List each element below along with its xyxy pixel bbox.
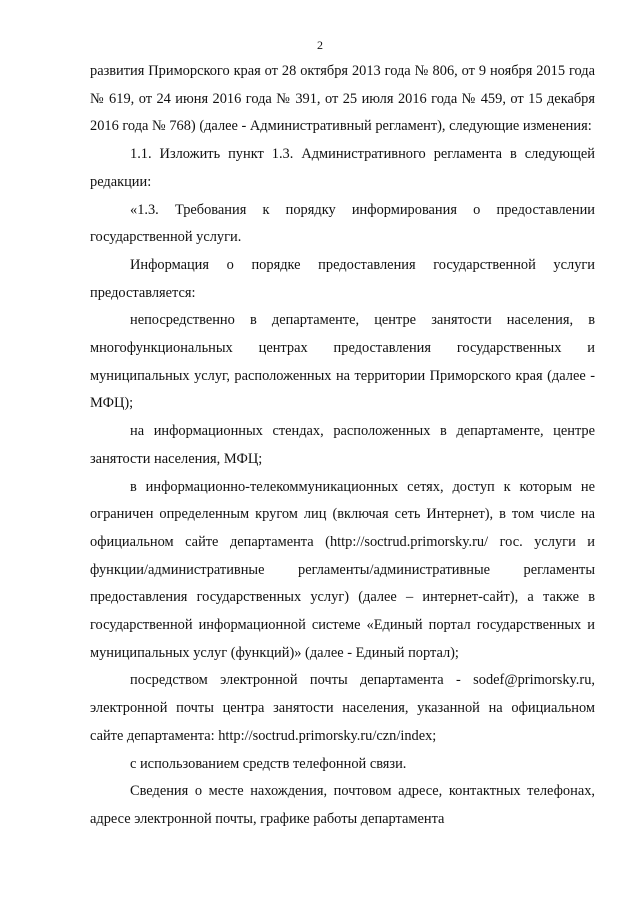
paragraph-item-1-1: 1.1. Изложить пункт 1.3. Административного регламента в следующей редакции: (90, 146, 595, 190)
page-number: 2 (317, 38, 323, 52)
document-body (90, 58, 595, 834)
paragraph-information-stands: на информационных стендах, расположенных в департаменте, центре занятости населения, МФЦ; (90, 423, 595, 467)
paragraph-intro-amendments: развития Приморского края от 28 октября 2013 года № 806, от 9 ноября 2015 года № 619, от 24 июня 2016 года № 391, от 25 июля 2016 года № 459, от 15 декабря 2016 года № 768) (далее - Административный регламент), следующие изменения: (90, 63, 595, 135)
paragraph-location-info: Сведения о месте нахождения, почтовом адресе, контактных телефонах, адресе электронной почты, графике работы департамента (90, 783, 595, 827)
paragraph-information-provided: Информация о порядке предоставления государственной услуги предоставляется: (90, 256, 595, 301)
paragraph-telephone: с использованием средств телефонной связи. (130, 755, 407, 772)
paragraph-internet-networks: в информационно-телекоммуникационных сетях, доступ к которым не ограничен определенным кругом лиц (включая сеть Интернет), в том числе на официальном сайте департамента (http://soctrud.primorsky.ru/ гос. услуги и функции/административные регламенты/административные регламенты предоставления государственных услуг) (далее – интернет-сайт), а также в государственной информационной системе «Единый портал государственных и муниципальных услуг (функций)» (далее - Единый портал); (90, 478, 595, 661)
paragraph-email: посредством электронной почты департамента - sodef@primorsky.ru, электронной почты центра занятости населения, указанной на официальном сайте департамента: http://soctrud.primorsky.ru/czn/index; (90, 672, 595, 744)
paragraph-directly-in-department: непосредственно в департаменте, центре занятости населения, в многофункциональных центрах предоставления государственных и муниципальных услуг, расположенных на территории Приморского края (далее - МФЦ); (90, 312, 595, 412)
paragraph-section-1-3-title: «1.3. Требования к порядку информирования о предоставлении государственной услуги. (90, 201, 595, 246)
